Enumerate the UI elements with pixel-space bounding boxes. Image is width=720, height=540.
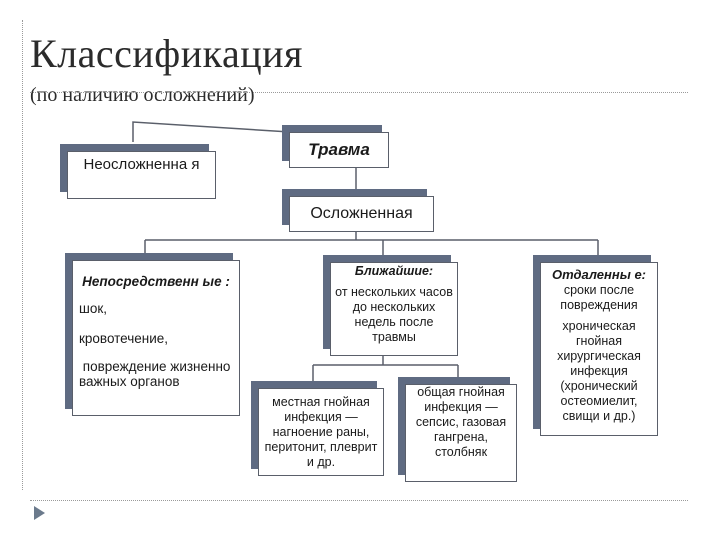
node-distant <box>540 262 658 436</box>
node-uncomplicated-label: Неосложненна я <box>83 156 200 173</box>
connector-trauma-uncomplicated <box>133 122 290 142</box>
node-nearest <box>330 262 458 356</box>
node-complicated-label: Осложненная <box>310 205 413 222</box>
slide-subtitle: (по наличию осложнений) <box>30 84 255 106</box>
node-nearest-heading: Ближайшие: <box>354 264 434 278</box>
node-distant-heading: Отдаленны е: <box>551 267 647 282</box>
slide-title: Классификация <box>30 31 303 76</box>
node-immediate-heading: Непосредственн ые : <box>82 274 230 289</box>
node-immediate <box>72 260 240 416</box>
node-general-infection <box>405 384 517 482</box>
node-trauma-label: Травма <box>308 140 370 159</box>
node-immediate-item: шок, <box>79 301 107 316</box>
node-complicated <box>289 196 434 232</box>
node-uncomplicated <box>67 151 216 199</box>
node-distant-heading-tail: сроки после повреждения <box>560 283 638 312</box>
node-nearest-text: от нескольких часов до нескольких недель после травмы <box>335 285 453 344</box>
node-distant-text: хроническая гнойная хирургическая инфекция (хронический остеомиелит, свищи и др.) <box>557 319 641 423</box>
node-immediate-item: повреждение жизненно важных органов <box>79 359 235 389</box>
node-immediate-item: кровотечение, <box>79 331 169 346</box>
node-trauma <box>289 132 389 168</box>
node-local-infection <box>258 388 384 476</box>
node-general-infection-text: общая гнойная инфекция — сепсис, газовая гангрена, столбняк <box>415 385 507 459</box>
node-local-infection-text: местная гнойная инфекция — нагноение раны, перитонит, плеврит и др. <box>264 395 378 469</box>
